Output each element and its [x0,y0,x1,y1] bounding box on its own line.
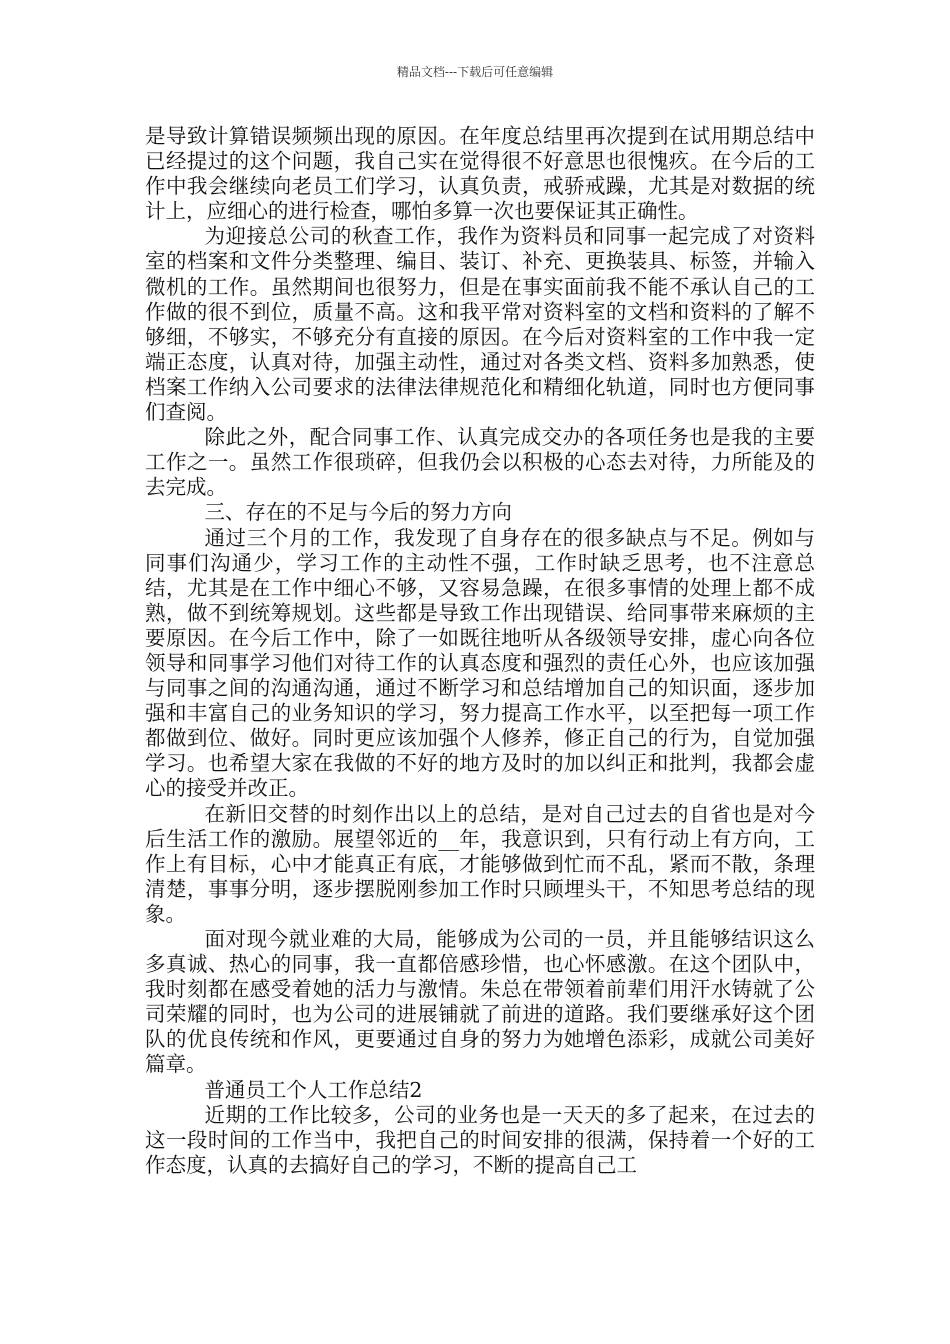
paragraph: 面对现今就业难的大局，能够成为公司的一员，并且能够结识这么多真诚、热心的同事，我一直都倍感珍惜，也心怀感激。在这个团队中，我时刻都在感受着她的活力与激情。朱总在带领着前辈们用汗水铸就了公司荣耀的同时，也为公司的进展铺就了前进的道路。我们要继承好这个团队的优良传统和作风，更要通过自身的努力为她增色添彩，成就公司美好篇章。 [145,927,815,1077]
paragraph: 除此之外，配合同事工作、认真完成交办的各项任务也是我的主要工作之一。虽然工作很琐碎，但我仍会以积极的心态去对待，力所能及的去完成。 [145,425,815,500]
paragraph: 在新旧交替的时刻作出以上的总结，是对自己过去的自省也是对今后生活工作的激励。展望邻近的__年，我意识到，只有行动上有方向，工作上有目标，心中才能真正有底，才能够做到忙而不乱，紧而不散，条理清楚，事事分明，逐步摆脱刚参加工作时只顾埋头干，不知思考总结的现象。 [145,801,815,926]
section-heading: 普通员工个人工作总结2 [204,1077,423,1102]
document-body [145,124,815,1178]
paragraph: 为迎接总公司的秋查工作，我作为资料员和同事一起完成了对资料室的档案和文件分类整理、编目、装订、补充、更换装具、标签，并输入微机的工作。虽然期间也很努力，但是在事实面前我不能不承认自己的工作做的很不到位，质量不高。这和我平常对资料室的文档和资料的了解不够细，不够实，不够充分有直接的原因。在今后对资料室的工作中我一定端正态度，认真对待，加强主动性，通过对各类文档、资料多加熟悉，使档案工作纳入公司要求的法律法律规范化和精细化轨道，同时也方便同事们查阅。 [145,224,815,425]
paragraph: 通过三个月的工作，我发现了自身存在的很多缺点与不足。例如与同事们沟通少，学习工作的主动性不强，工作时缺乏思考，也不注意总结，尤其是在工作中细心不够，又容易急躁，在很多事情的处理上都不成熟，做不到统筹规划。这些都是导致工作出现错误、给同事带来麻烦的主要原因。在今后工作中，除了一如既往地听从各级领导安排，虚心向各位领导和同事学习他们对待工作的认真态度和强烈的责任心外，也应该加强与同事之间的沟通沟通，通过不断学习和总结增加自己的知识面，逐步加强和丰富自己的业务知识的学习，努力提高工作水平，以至把每一项工作都做到位、做好。同时更应该加强个人修养，修正自己的行为，自觉加强学习。也希望大家在我做的不好的地方及时的加以纠正和批判，我都会虚心的接受并改正。 [145,525,815,801]
section-heading: 三、存在的不足与今后的努力方向 [204,500,512,525]
paragraph: 是导致计算错误频频出现的原因。在年度总结里再次提到在试用期总结中已经提过的这个问题，我自己实在觉得很不好意思也很愧疚。在今后的工作中我会继续向老员工们学习，认真负责，戒骄戒躁，尤其是对数据的统计上，应细心的进行检查，哪怕多算一次也要保证其正确性。 [145,124,815,224]
paragraph: 近期的工作比较多，公司的业务也是一天天的多了起来，在过去的这一段时间的工作当中，我把自己的时间安排的很满，保持着一个好的工作态度，认真的去搞好自己的学习，不断的提高自己工 [145,1102,815,1177]
page-header: 精品文档---下载后可任意编辑 [396,65,554,79]
